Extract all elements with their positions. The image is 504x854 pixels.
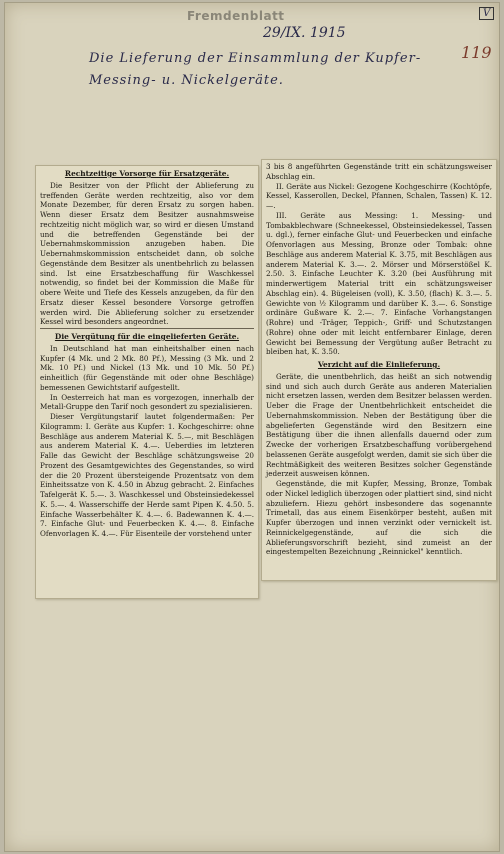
paragraph-text: Geräte, die unentbehrlich, das heißt an sich notwendig sind und sich auch durch Geräte aus anderen Materialien nicht ersetzen lassen, werden dem Besitzer belassen werden. Ueber die Frage der Unentbehrlichkeit entscheidet die Uebernahmskommission. Neben der Bestätigung über die abgelieferten Gegenstände wird den Besitzern eine Bestätigung über die ihnen allenfalls dauernd oder zum Zwecke der vorherigen Ersatzbeschaffung vorübergehend belassenen Geräte ausgefolgt werden, damit sie sich über die Rechtmäßigkeit des weiteren Besitzes solcher Gegenstände jederzeit ausweisen können.	[266, 371, 492, 479]
handwritten-title-line-2: Messing- u. Nickelgeräte.	[89, 73, 284, 88]
paragraph-verzicht	[266, 372, 492, 557]
right-clipping	[261, 159, 497, 581]
handwritten-date: 29/IX. 1915	[263, 25, 346, 41]
paragraph-text: Gegenstände, die mit Kupfer, Messing, Bronze, Tombak oder Nickel lediglich überzogen oder plattiert sind, sind nicht abzuliefern. Hiezu gehört insbesondere das sogenannte Trimetall, das aus einem Eisenkörper besteht, außen mit Kupfer überzogen und innen verzinkt oder vernickelt ist. Reinnickelgegenstände, auf die sich die Ablieferungsvorschrift bezieht, sind zumeist an der eingestempelten Bezeichnung „Reinnickel" kenntlich.	[266, 479, 492, 557]
handwritten-number: 119	[461, 43, 492, 62]
paragraph-ersatz	[40, 181, 254, 327]
paragraph-text: 3 bis 8 angeführten Gegenstände tritt ein schätzungsweiser Abschlag ein.	[266, 162, 492, 181]
paragraph-tarif	[266, 162, 492, 357]
paragraph-text: In Oesterreich hat man es vorgezogen, innerhalb der Metall-Gruppe den Tarif noch gesondert zu spezialisieren.	[40, 392, 254, 412]
heading-verguetung: Die Vergütung für die eingelieferten Geräte.	[54, 332, 240, 341]
heading-verzicht: Verzicht auf die Einlieferung.	[317, 360, 441, 369]
paragraph-text: In Deutschland hat man einheitshalber einen nach Kupfer (4 Mk. und 2 Mk. 80 Pf.), Messing (3 Mk. und 2 Mk. 10 Pf.) und Nickel (13 Mk. und 10 Mk. 50 Pf.) einheitlich (für Gegenstände mit oder ohne Beschläge) bemessenen Gewichtstarif aufgestellt.	[40, 343, 254, 392]
paragraph-verguetung	[40, 344, 254, 539]
newspaper-stamp: Fremdenblatt	[187, 9, 285, 23]
handwritten-title-line-1: Die Lieferung der Einsammlung der Kupfer-	[89, 51, 422, 66]
corner-mark: V	[479, 7, 494, 20]
paragraph-text: II. Geräte aus Nickel: Gezogene Kochgeschirre (Kochtöpfe, Kessel, Kasserollen, Deckel, Pfannen, Schalen, Tassen) K. 12.—.	[266, 181, 492, 210]
divider	[40, 328, 254, 329]
left-clipping	[35, 165, 259, 599]
paragraph-text: III. Geräte aus Messing: 1. Messing- und Tombakblechware (Schneekessel, Obsteinsiedekessel, Tassen u. dgl.), ferner einfache Glut- und Feuerbecken und einfache Ofenvorlagen aus Messing, Bronze oder Tombak: ohne Beschläge aus anderem Material K. 3.75, mit Beschlägen aus anderem Material K. 3.—. 2. Mörser und Mörserstößel K. 2.50. 3. Einfache Leuchter K. 3.20 (bei Ausführung mit minderwertigem Material tritt ein schätzungsweiser Abschlag ein). 4. Bügeleisen (voll), K. 3.50, (flach) K. 3.—. 5. Gewichte von ½ Kilogramm und darüber K. 3.—. 6. Sonstige ordinäre Gußware K. 2.—. 7. Einfache Vorhangstangen (Rohre) und -Träger, Teppich-, Griff- und Schutzstangen (Rohre) ohne oder mit leicht entfernbarer Einlage, deren Gewicht bei Bemessung der Vergütung außer Betracht zu bleiben hat, K. 3.50.	[266, 210, 492, 357]
paragraph-text: Dieser Vergütungstarif lautet folgendermaßen: Per Kilogramm: I. Geräte aus Kupfer: 1. Kochgeschirre: ohne Beschläge aus anderem Material K. 5.—, mit Beschlägen aus anderem Material K. 4.—. Ueberdies im letzteren Falle das Gewicht der Beschläge schätzungsweise 20 Prozent des Gesamtgewichtes des Gegenstandes, so wird der die 20 Prozent übersteigende Prozentsatz von dem Einheitssatze von K. 4.50 in Abzug gebracht. 2. Einfaches Tafelgerät K. 5.—. 3. Waschkessel und Obsteinsiedekessel K. 5.—. 4. Wasserschiffe der Herde samt Pipen K. 4.50. 5. Einfache Wasserbehälter K. 4.—. 6. Badewannen K. 4.—. 7. Einfache Glut- und Feuerbecken K. 4.—. 8. Einfache Ofenvorlagen K. 4.—. Für Eisenteile der vorstehend unter	[40, 412, 254, 538]
heading-ersatzgeraete: Rechtzeitige Vorsorge für Ersatzgeräte.	[64, 169, 230, 178]
paragraph-text: Die Besitzer von der Pflicht der Ablieferung zu treffenden Geräte werden rechtzeitig, also vor dem Monate Dezember, für deren Ersatz zu sorgen haben. Wenn dieser Ersatz dem Besitzer ausnahmsweise rechtzeitig nicht möglich war, so wird er diesen Umstand und die betreffenden Gegenstände bei der Uebernahmskommission anzugeben haben. Die Uebernahmskommission entscheidet dann, ob solche Gegenstände dem Besitzer als unentbehrlich zu belassen sind. Ist eine Ersatzbeschaffung für Waschkessel notwendig, so findet bei der Kommission die Maße für obere Weite und Tiefe des Kessels anzugeben, da für den Ersatz dieser Kessel besondere Vorsorge getroffen werden wird. Die Ablieferung solcher zu ersetzender Kessel wird besonders angeordnet.	[40, 180, 254, 327]
document-sheet	[4, 2, 500, 852]
